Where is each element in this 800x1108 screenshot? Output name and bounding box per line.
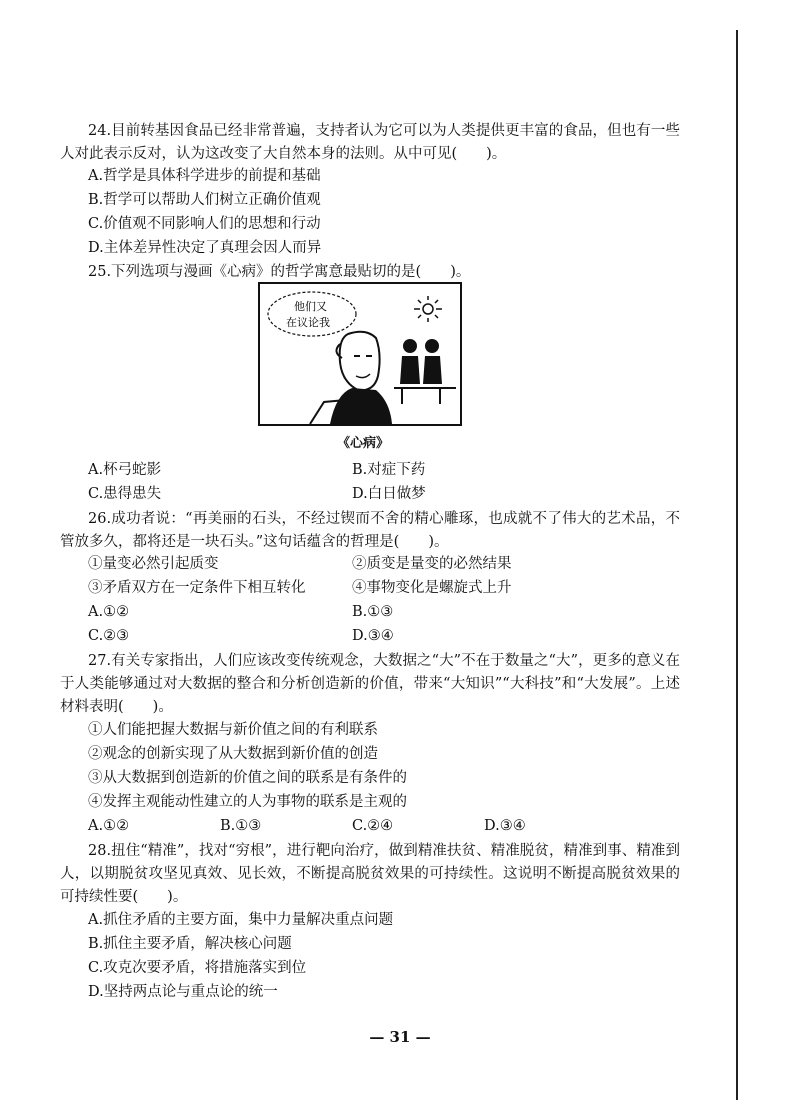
speech-bubble [268,292,356,336]
q27-item-4: ④发挥主观能动性建立的人为事物的联系是主观的 [88,794,407,810]
q27-stem: 27.有关专家指出，人们应该改变传统观念，大数据之“大”不在于数量之“大”，更多的意义在于人类能够通过对大数据的整合和分析创造新的价值，带来“大知识”“大科技”和“大发展”。上述材料表明( )。 [60,653,680,715]
man-head [340,332,380,390]
q26-item-4: ④事物变化是螺旋式上升 [352,580,512,596]
q24-option-b: B.哲学可以帮助人们树立正确价值观 [88,192,321,208]
q25-stem: 25.下列选项与漫画《心病》的哲学寓意最贴切的是( )。 [88,264,471,280]
bg-person-1-body [400,356,420,384]
q26-stem: 26.成功者说：“再美丽的石头，不经过锲而不舍的精心雕琢，也成就不了伟大的艺术品，不管放多久，都将还是一块石头。”这句话蕴含的哲理是( )。 [60,511,680,550]
q27-option-a: A.①② [88,818,130,834]
q27-option-c: C.②④ [352,818,394,834]
sun-icon [423,304,433,314]
q26-option-d: D.③④ [352,628,394,644]
q27-item-2: ②观念的创新实现了从大数据到新价值的创造 [88,746,378,762]
man-body [330,388,392,424]
q27-item-1: ①人们能把握大数据与新价值之间的有利联系 [88,722,378,738]
q26-item-1: ①量变必然引起质变 [88,556,219,572]
q27-option-b: B.①③ [220,818,262,834]
bg-person-2-head [425,339,439,353]
q26-item-3: ③矛盾双方在一定条件下相互转化 [88,580,306,596]
bg-person-1-head [403,339,417,353]
q26-option-a: A.①② [88,604,130,620]
page-number: — 31 — [369,1028,431,1046]
q28-option-b: B.抓住主要矛盾，解决核心问题 [88,936,292,952]
q25-option-b: B.对症下药 [352,462,426,478]
q28-stem: 28.扭住“精准”，找对“穷根”，进行靶向治疗，做到精准扶贫、精准脱贫，精准到事、精准到人，以期脱贫攻坚见真效、见长效，不断提高脱贫效果的可持续性。这说明不断提高脱贫效果的可持续性要( )。 [60,843,680,905]
cartoon-drawing [260,284,460,424]
q27-item-3: ③从大数据到创造新的价值之间的联系是有条件的 [88,770,407,786]
bubble-line-1: 他们又 [294,300,327,313]
q24-stem: 24.目前转基因食品已经非常普遍，支持者认为它可以为人类提供更丰富的食品，但也有一些人对此表示反对，认为这改变了大自然本身的法则。从中可见( )。 [60,123,680,162]
bubble-line-2: 在议论我 [286,316,330,329]
q25-option-a: A.杯弓蛇影 [88,462,162,478]
q24-option-d: D.主体差异性决定了真理会因人而异 [88,240,322,256]
q24-option-c: C.价值观不同影响人们的思想和行动 [88,216,321,232]
q27-option-d: D.③④ [484,818,526,834]
q26-item-2: ②质变是量变的必然结果 [352,556,512,572]
cartoon-heart-disease [258,282,462,426]
q28-option-c: C.攻克次要矛盾，将措施落实到位 [88,960,307,976]
q28-option-d: D.坚持两点论与重点论的统一 [88,984,278,1000]
q28-option-a: A.抓住矛盾的主要方面，集中力量解决重点问题 [88,912,394,928]
q24-option-a: A.哲学是具体科学进步的前提和基础 [88,168,321,184]
q26-option-c: C.②③ [88,628,130,644]
bg-person-2-body [423,356,442,384]
q26-option-b: B.①③ [352,604,394,620]
right-margin-rule [736,30,738,1100]
q25-option-c: C.患得患失 [88,486,162,502]
q25-option-d: D.白日做梦 [352,486,426,502]
cartoon-caption: 《心病》 [337,436,390,451]
